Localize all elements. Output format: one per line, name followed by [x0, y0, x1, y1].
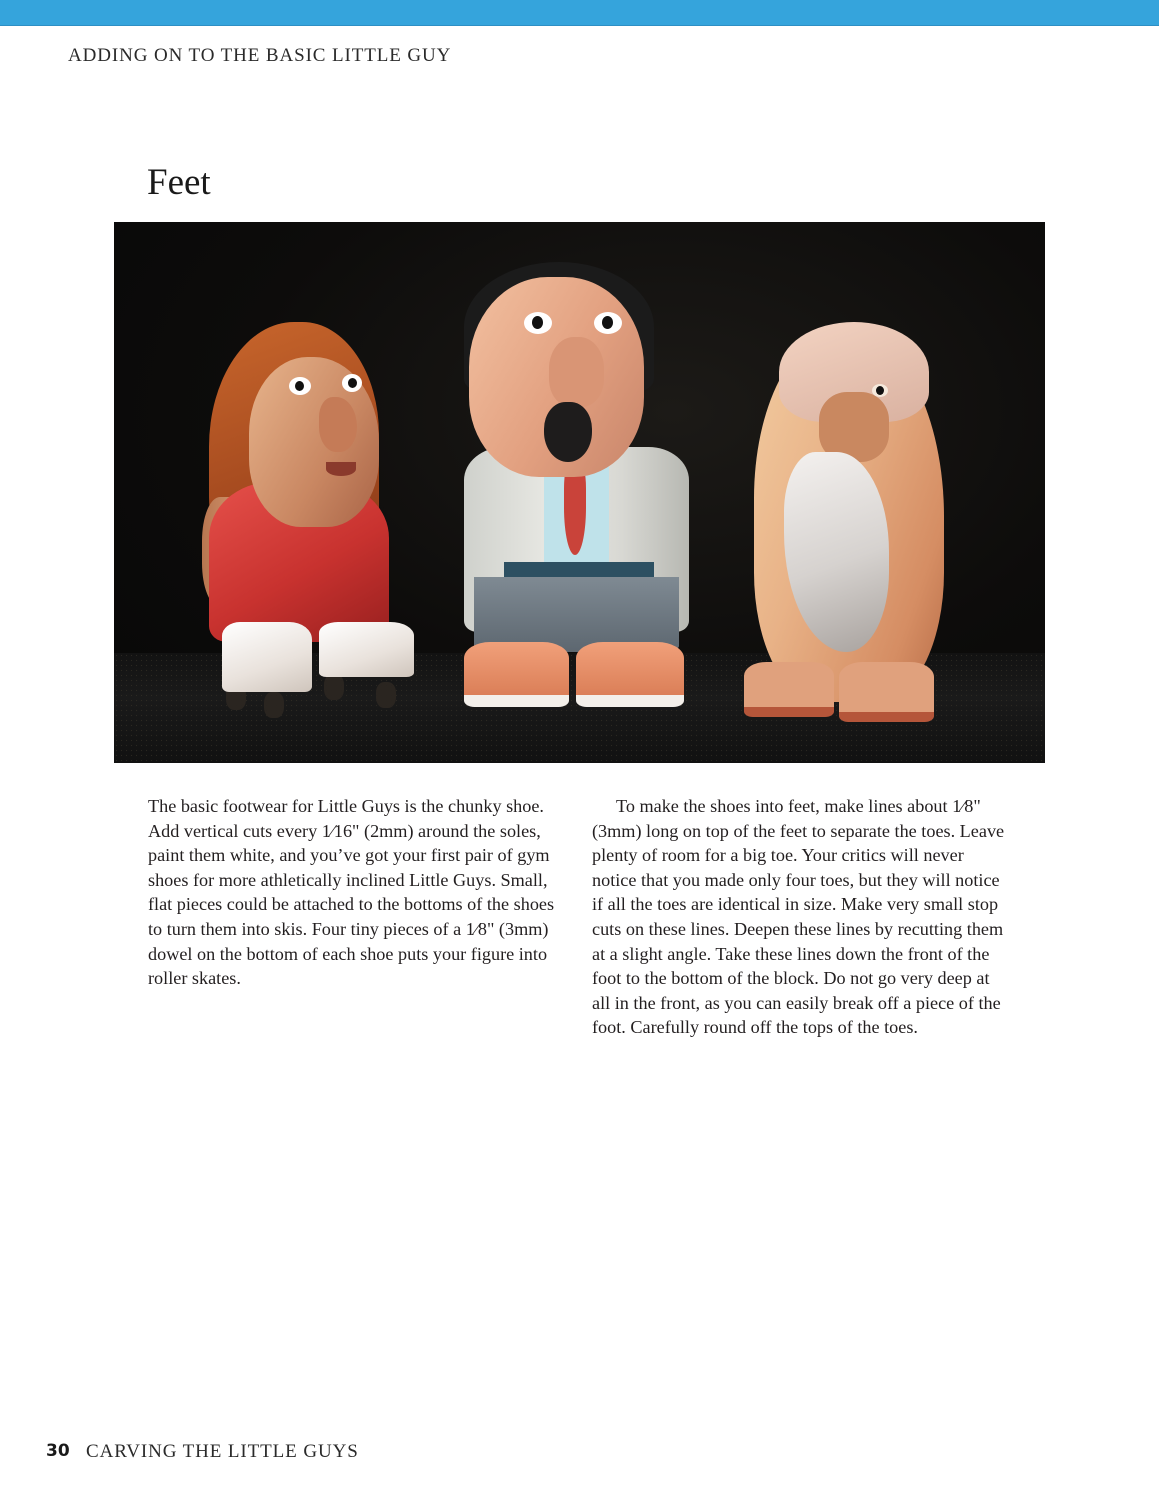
figure-pants [474, 577, 679, 652]
skate-wheel [324, 674, 344, 700]
skate-wheel [376, 682, 396, 708]
figure-belt [504, 562, 654, 578]
running-head: ADDING ON TO THE BASIC LITTLE GUY [68, 45, 452, 66]
figure-eye [872, 384, 888, 397]
body-column-left [148, 794, 558, 991]
figure-eye [524, 312, 552, 334]
skate-wheel [264, 692, 284, 718]
page-number: 30 [46, 1441, 70, 1461]
figure-nose [549, 337, 604, 407]
running-foot: CARVING THE LITTLE GUYS [86, 1441, 359, 1462]
white-skate-shoe [319, 622, 414, 677]
figures-photo [114, 222, 1045, 763]
chunky-shoe [464, 642, 569, 707]
sandal-foot [839, 662, 934, 722]
body-paragraph: The basic footwear for Little Guys is the chunky shoe. Add vertical cuts every 1⁄16" (2mm) around the soles, paint them white, and you’ve got your first pair of gym shoes for more athletically inclined Little Guys. Small, flat pieces could be attached to the bottoms of the shoes to turn them into skis. Four tiny pieces of a 1⁄8" (3mm) dowel on the bottom of each shoe puts your figure into roller skates. [148, 796, 555, 989]
body-paragraph: To make the shoes into feet, make lines about 1⁄8" (3mm) long on top of the feet to separate the toes. Leave plenty of room for a big toe. Your critics will never notice that you made only four toes, but they will notice if all the toes are identical in size. Make very small stop cuts on these lines. Deepen these lines by recutting them at a slight angle. Take these lines down the front of the foot to the bottom of the block. Do not go very deep at all in the front, as you can easily break off a piece of the foot. Carefully round off the tops of the toes. [592, 796, 1005, 1038]
body-column-right [592, 794, 1012, 1040]
white-skate-shoe [222, 622, 312, 692]
chunky-shoe [576, 642, 684, 707]
figure-eye [342, 374, 362, 392]
header-color-band [0, 0, 1159, 26]
sandal-foot [744, 662, 834, 717]
figure-open-mouth [544, 402, 592, 462]
figure-eye [289, 377, 311, 395]
figure-mouth [326, 462, 356, 476]
section-title: Feet [147, 162, 211, 203]
figure-eye [594, 312, 622, 334]
